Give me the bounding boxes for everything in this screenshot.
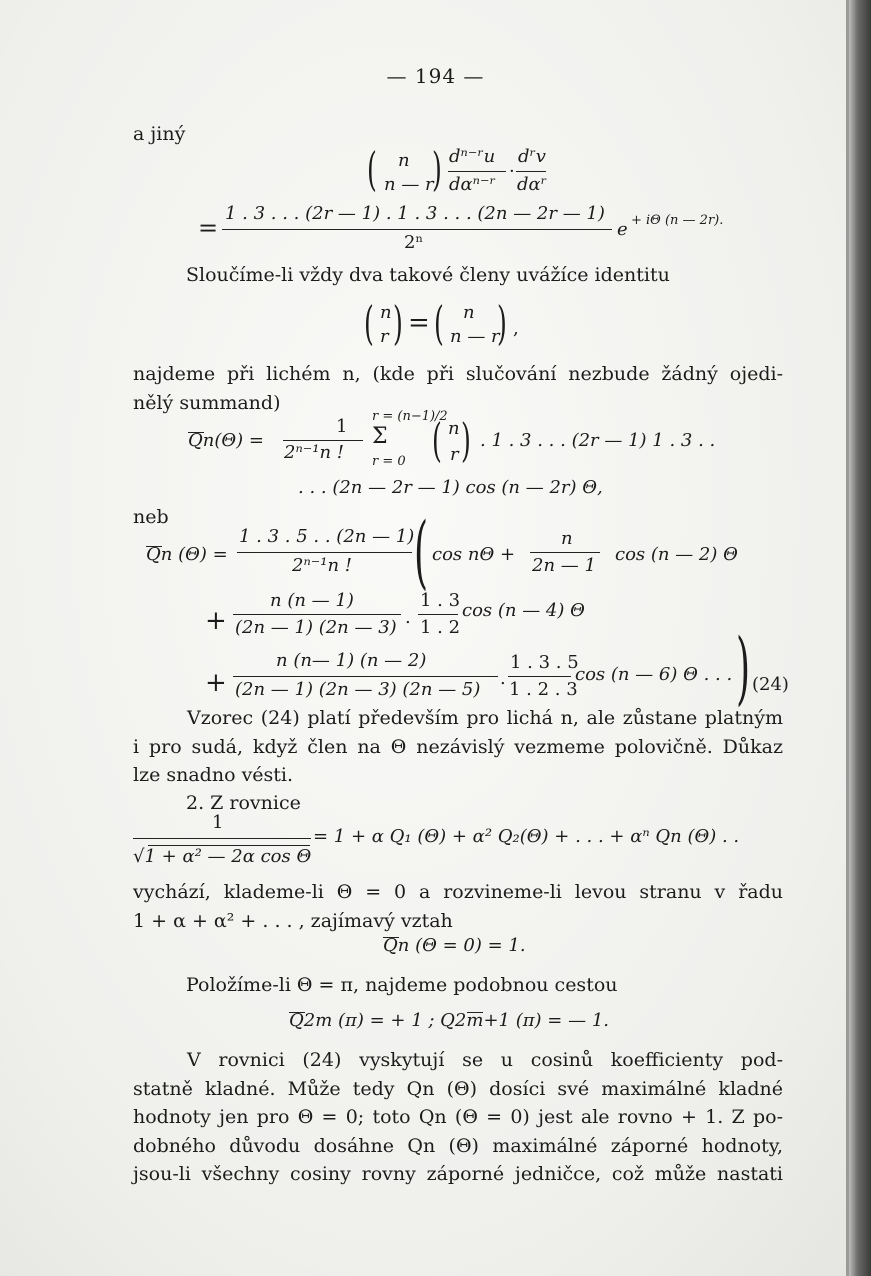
eq3-f1-line bbox=[237, 552, 412, 553]
eq3-f6-den: 1 . 2 . 3 bbox=[509, 679, 578, 700]
eq3-f1-den: 2ⁿ⁻¹n ! bbox=[292, 555, 353, 576]
eq3-cos2: cos (n — 2) Θ bbox=[615, 544, 738, 565]
eq3-cos1: cos nΘ + bbox=[432, 544, 516, 565]
eq2-line2: . . . (2n — 2r — 1) cos (n — 2r) Θ, bbox=[298, 477, 603, 498]
eq2-binom-top: n bbox=[448, 418, 460, 439]
eq3-f4-num: 1 . 3 bbox=[420, 590, 461, 611]
eq3-f6-line bbox=[508, 676, 571, 677]
eq3-plus: + bbox=[205, 606, 227, 636]
id-paren-1: ( bbox=[364, 296, 374, 350]
eq3-plus2: + bbox=[205, 668, 227, 698]
eq2-frac-den: 2ⁿ⁻¹n ! bbox=[284, 442, 345, 463]
eq3-f6-num: 1 . 3 . 5 bbox=[510, 652, 579, 673]
eq2-paren-r: ) bbox=[461, 413, 471, 467]
eq3-dot2: . bbox=[500, 668, 506, 689]
text-final: V rovnici (24) vyskytují se u cosinů koefficienty pod- statně kladné. Může tedy Qn (Θ) dosíci své maximálné kladné hodnoty jen pro Θ = 0; toto Qn (Θ = 0) jest ale rovno + 1. Z po- dobného důvodu dosáhne Qn (Θ) maximálné záporné hodnoty, jsou-li všechny cosiny rovny záporné jedničce, což může nastati bbox=[133, 1049, 783, 1185]
eq3-bigparen-left: ( bbox=[414, 505, 429, 598]
eq3-bigparen-right: ) bbox=[736, 621, 751, 714]
eq1-rhs-den: 2ⁿ bbox=[404, 232, 424, 253]
eq1-d1-line bbox=[448, 171, 506, 172]
eq2-sum: Σ bbox=[372, 424, 388, 449]
eq1-d2-den: dαʳ bbox=[517, 174, 547, 195]
id-rhs-top: n bbox=[463, 302, 475, 323]
id-rhs-bot: n — r bbox=[450, 326, 500, 347]
text-a-jiny: a jiný bbox=[133, 123, 186, 145]
eq6: Q2m (π) = + 1 ; Q2m+1 (π) = — 1. bbox=[289, 1010, 609, 1031]
eq1-equals: = bbox=[198, 214, 219, 242]
page-number: — 194 — bbox=[386, 64, 485, 88]
eq3-f3-num: n (n — 1) bbox=[270, 590, 354, 611]
eq3-f4-den: 1 . 2 bbox=[420, 617, 461, 638]
text-slucime: Sloučíme-li vždy dva takové členy uvážíce identitu bbox=[186, 264, 670, 286]
eq1-dot: · bbox=[509, 161, 515, 182]
eq3-f5-line bbox=[233, 676, 498, 677]
eq3-label: (24) bbox=[752, 674, 789, 695]
eq4-num: 1 bbox=[212, 812, 224, 833]
eq2-frac-num: 1 bbox=[336, 416, 348, 437]
eq1-d1-num: dⁿ⁻ʳu bbox=[449, 146, 496, 167]
eq3-cos3: cos (n — 4) Θ bbox=[462, 600, 585, 621]
text-rovnice: 2. Z rovnice bbox=[186, 792, 301, 814]
text-vzorec: Vzorec (24) platí především pro lichá n, ale zůstane platným i pro sudá, když člen na Θ nezávislý vezmeme polovičně. Důkaz lze snadno vésti. bbox=[133, 707, 783, 786]
eq1-d1-den: dαⁿ⁻ʳ bbox=[449, 174, 496, 195]
eq2-sum-bot: r = 0 bbox=[372, 454, 406, 469]
eq4-rhs: = 1 + α Q₁ (Θ) + α² Q₂(Θ) + . . . + αⁿ Qn (Θ) . . bbox=[313, 826, 740, 847]
eq1-d2-num: dʳv bbox=[518, 146, 546, 167]
eq1-binom-top: n bbox=[398, 150, 410, 171]
text-neb: neb bbox=[133, 506, 169, 528]
eq1-rhs-num: 1 . 3 . . . (2r — 1) . 1 . 3 . . . (2n — 2r — 1) bbox=[225, 203, 605, 224]
id-paren-2: ) bbox=[393, 296, 403, 350]
eq1-binom-bot: n — r bbox=[384, 174, 434, 195]
eq2-binom-bot: r bbox=[450, 444, 459, 465]
eq3-f1-num: 1 . 3 . 5 . . (2n — 1) bbox=[239, 526, 415, 547]
id-comma: , bbox=[513, 318, 519, 339]
eq3-lhs: Qn (Θ) = bbox=[146, 544, 228, 565]
eq3-dot: . bbox=[405, 607, 411, 628]
id-paren-4: ) bbox=[497, 296, 507, 350]
eq3-f5-num: n (n— 1) (n — 2) bbox=[276, 650, 427, 671]
eq4-line bbox=[133, 838, 311, 839]
eq5: Qn (Θ = 0) = 1. bbox=[383, 935, 526, 956]
eq3-f2-num: n bbox=[561, 528, 573, 549]
id-lhs-top: n bbox=[380, 302, 392, 323]
text-najdeme: najdeme při lichém n, (kde při slučování nezbude žádný ojedi- nělý summand) bbox=[133, 363, 783, 414]
eq1-paren-right: ) bbox=[432, 142, 442, 196]
eq4-den: √1 + α² — 2α cos Θ bbox=[133, 846, 312, 867]
eq2-paren-l: ( bbox=[432, 413, 442, 467]
eq3-f4-line bbox=[418, 614, 458, 615]
eq3-f3-den: (2n — 1) (2n — 3) bbox=[235, 617, 397, 638]
eq1-rhs-line bbox=[222, 229, 612, 230]
eq1-paren-left: ( bbox=[367, 142, 377, 196]
eq3-f2-den: 2n — 1 bbox=[532, 555, 596, 576]
eq3-f2-line bbox=[530, 552, 600, 553]
eq1-exponent: + iΘ (n — 2r). bbox=[631, 213, 724, 228]
id-paren-3: ( bbox=[434, 296, 444, 350]
eq3-f3-line bbox=[233, 614, 401, 615]
eq1-d2-line bbox=[516, 171, 546, 172]
eq3-f5-den: (2n — 1) (2n — 3) (2n — 5) bbox=[235, 679, 481, 700]
eq2-lhs: Qn(Θ) = bbox=[188, 430, 264, 451]
eq1-e: e bbox=[617, 219, 628, 240]
eq2-tail: . 1 . 3 . . . (2r — 1) 1 . 3 . . bbox=[480, 430, 716, 451]
id-lhs-bot: r bbox=[380, 326, 389, 347]
book-spine-edge bbox=[849, 0, 871, 1276]
text-vychazi: vychází, klademe-li Θ = 0 a rozvineme-li levou stranu v řadu 1 + α + α² + . . . , zajímavý vztah bbox=[133, 881, 783, 932]
eq3-cos4: cos (n — 6) Θ . . . bbox=[575, 664, 733, 685]
text-polozime: Položíme-li Θ = π, najdeme podobnou cestou bbox=[186, 974, 618, 996]
id-equals: = bbox=[408, 308, 430, 338]
eq2-sum-top: r = (n−1)/2 bbox=[372, 409, 448, 424]
